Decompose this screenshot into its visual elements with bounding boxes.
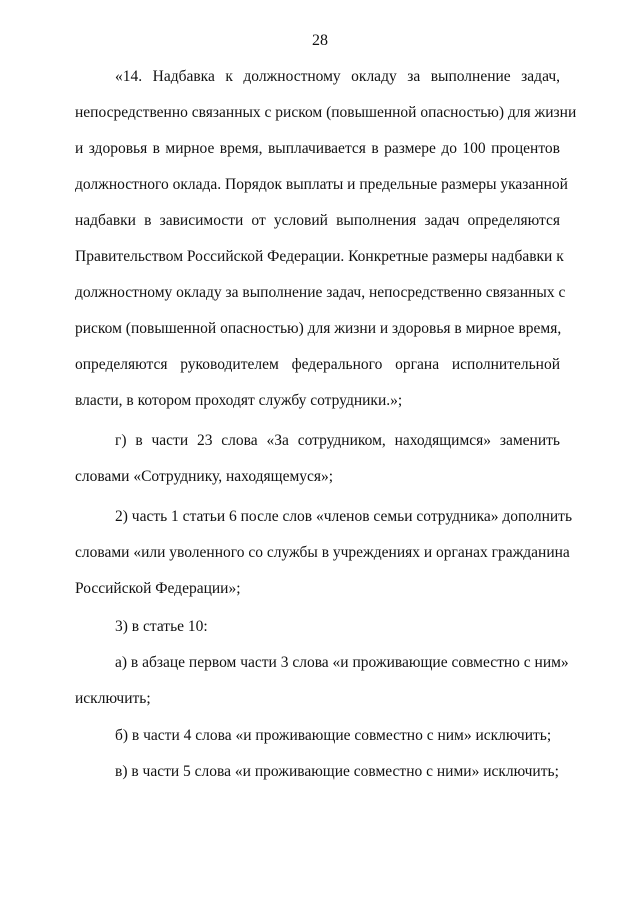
paragraph-14-line-10: власти, в котором проходят службу сотрудники.»; <box>75 392 403 409</box>
paragraph-14-line-8: риском (повышенной опасностью) для жизни и здоровья в мирное время, <box>75 320 562 337</box>
paragraph-14-line-3: и здоровья в мирное время, выплачивается в размере до 100 процентов <box>75 140 560 157</box>
item-b-line-1: б) в части 4 слова «и проживающие совместно с ним» исключить; <box>115 727 552 744</box>
paragraph-14-line-6: Правительством Российской Федерации. Конкретные размеры надбавки к <box>75 248 564 265</box>
item-2-line-2: словами «или уволенного со службы в учреждениях и органах гражданина <box>75 544 570 561</box>
item-v-line-1: в) в части 5 слова «и проживающие совместно с ними» исключить; <box>115 763 559 780</box>
paragraph-14-line-9: определяются руководителем федерального органа исполнительной <box>75 356 560 373</box>
paragraph-14-line-4: должностного оклада. Порядок выплаты и предельные размеры указанной <box>75 176 568 193</box>
item-2-line-1: 2) часть 1 статьи 6 после слов «членов семьи сотрудника» дополнить <box>115 508 573 525</box>
item-3-line-1: 3) в статье 10: <box>115 618 208 635</box>
item-a-line-2: исключить; <box>75 690 151 707</box>
page-number: 28 <box>312 32 328 49</box>
item-a-line-1: а) в абзаце первом части 3 слова «и проживающие совместно с ним» <box>115 654 569 671</box>
item-g-line-1: г) в части 23 слова «За сотрудником, находящимся» заменить <box>115 432 560 449</box>
item-2-line-3: Российской Федерации»; <box>75 580 241 597</box>
item-g-line-2: словами «Сотруднику, находящемуся»; <box>75 468 334 485</box>
paragraph-14-line-2: непосредственно связанных с риском (повышенной опасностью) для жизни <box>75 104 577 121</box>
paragraph-14-line-1: «14. Надбавка к должностному окладу за выполнение задач, <box>115 68 560 85</box>
paragraph-14-line-7: должностному окладу за выполнение задач, непосредственно связанных с <box>75 284 566 301</box>
paragraph-14-line-5: надбавки в зависимости от условий выполнения задач определяются <box>75 212 560 229</box>
